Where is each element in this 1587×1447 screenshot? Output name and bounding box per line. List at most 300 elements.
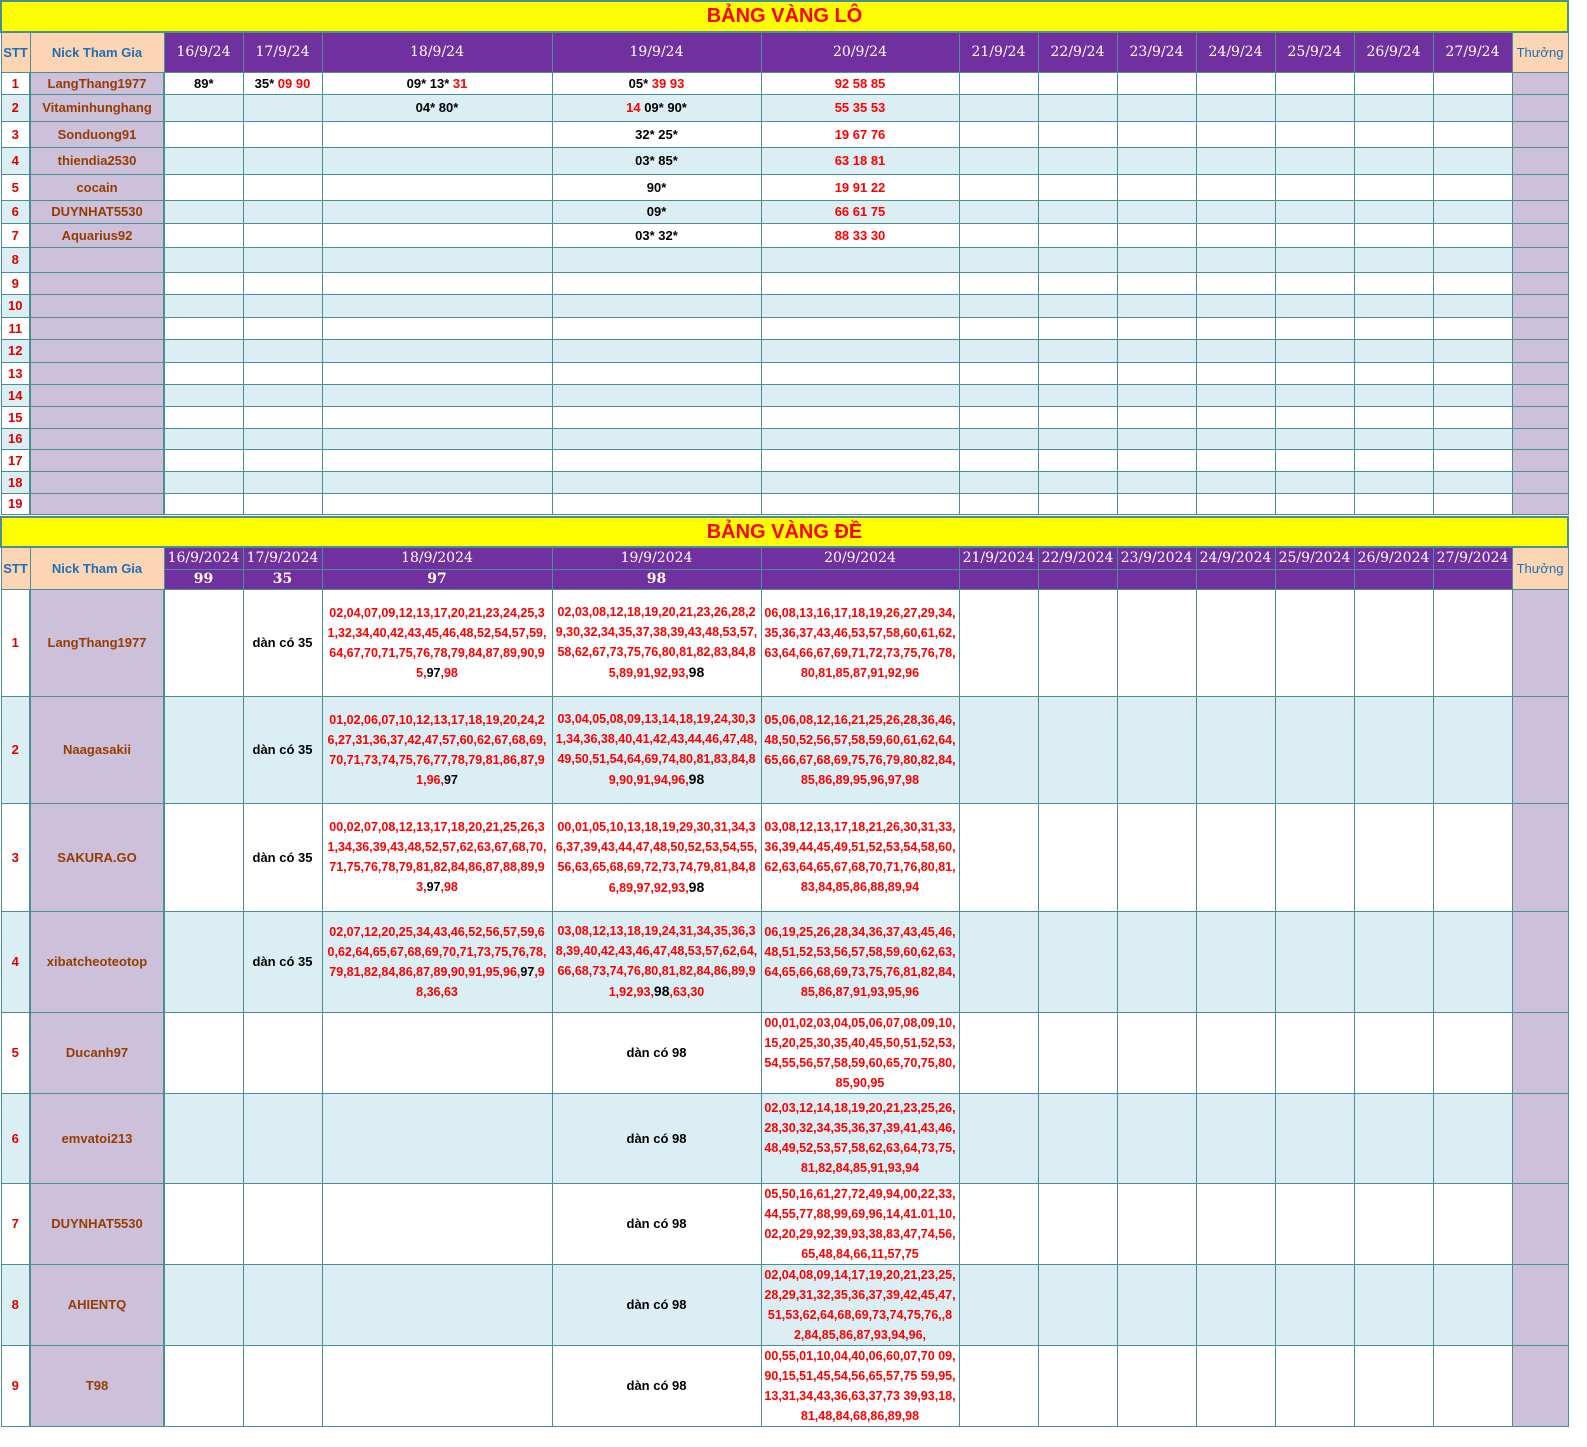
cell-text: 98 <box>653 983 670 999</box>
table-row <box>1 428 1568 449</box>
entry-cell <box>1354 272 1433 294</box>
table-row <box>1 493 1568 514</box>
cell-text: dàn có 98 <box>626 1297 687 1312</box>
entry-cell <box>552 1093 761 1183</box>
stt-cell: 14 <box>1 384 30 406</box>
entry-cell <box>164 1183 243 1264</box>
entry-cell <box>1433 471 1512 493</box>
cell-text: 97 <box>443 772 458 787</box>
entry-cell <box>959 94 1038 121</box>
nick-cell: LangThang1977 <box>30 589 164 696</box>
stt-cell: 19 <box>1 493 30 514</box>
entry-cell <box>761 1093 959 1183</box>
entry-cell <box>1275 911 1354 1012</box>
entry-cell <box>164 589 243 696</box>
entry-cell <box>1038 294 1117 317</box>
entry-cell <box>1354 223 1433 247</box>
cell-text: 02,07,12,20,25,34,43,46,52,56,57,59,60,62,64,65,67,68,69,70,71,73,75,76,78,79,81,82,84,86,87,89,90,91,95,96, <box>327 924 547 979</box>
entry-cell <box>1117 1183 1196 1264</box>
entry-cell <box>1433 121 1512 147</box>
entry-cell <box>1275 147 1354 174</box>
entry-cell <box>243 696 322 803</box>
cell-text: dàn có 98 <box>626 1130 687 1146</box>
nick-cell <box>30 294 164 317</box>
entry-cell <box>1433 147 1512 174</box>
entry-cell <box>1196 471 1275 493</box>
board-title: BẢNG VÀNG LÔ <box>1 1 1568 32</box>
date-header: 26/9/2024 <box>1354 547 1433 569</box>
entry-cell <box>243 147 322 174</box>
entry-cell <box>1196 174 1275 200</box>
entry-cell <box>164 121 243 147</box>
cell-text: 39 93 <box>651 75 685 91</box>
entry-cell <box>761 803 959 911</box>
entry-cell <box>243 272 322 294</box>
entry-cell <box>959 449 1038 471</box>
entry-cell <box>1117 449 1196 471</box>
cell-text: 09 90 <box>277 75 311 91</box>
entry-cell <box>1117 317 1196 339</box>
entry-cell <box>761 493 959 514</box>
nick-cell: Sonduong91 <box>30 121 164 147</box>
cell-text: 00,01,02,03,04,05,06,07,08,09,10,15,20,25,30,35,40,45,50,51,52,53,54,55,56,57,58,59,60,65,70,75,80,85,90,95 <box>764 1015 956 1090</box>
date-header: 27/9/2024 <box>1433 547 1512 569</box>
entry-cell <box>1038 200 1117 223</box>
entry-cell <box>959 200 1038 223</box>
entry-cell <box>164 272 243 294</box>
cell-text: 98 <box>688 664 705 680</box>
date-header: 16/9/24 <box>164 32 243 72</box>
table-row <box>1 471 1568 493</box>
entry-cell <box>322 803 552 911</box>
entry-cell <box>761 449 959 471</box>
entry-cell <box>959 121 1038 147</box>
entry-cell <box>1275 339 1354 362</box>
entry-cell <box>1196 428 1275 449</box>
cell-text: 92 58 85 <box>834 75 886 91</box>
cell-text: 55 35 53 <box>834 100 886 115</box>
table-row <box>1 696 1568 803</box>
entry-cell <box>552 200 761 223</box>
cell-text: 97 <box>426 880 441 894</box>
entry-cell <box>959 589 1038 696</box>
entry-cell <box>322 272 552 294</box>
entry-cell <box>1433 696 1512 803</box>
entry-cell <box>243 200 322 223</box>
result-cell <box>1433 569 1512 589</box>
entry-cell <box>243 449 322 471</box>
cell-text: 31 <box>452 75 468 91</box>
cell-text: 06,19,25,26,28,34,36,37,43,45,46,48,51,52,53,56,57,58,59,60,62,63,64,65,66,68,69,73,75,76,81,82,84,85,86,87,91,93,95,96 <box>764 924 956 999</box>
date-header: 16/9/2024 <box>164 547 243 569</box>
cell-text: 35* <box>254 75 278 91</box>
entry-cell <box>959 223 1038 247</box>
cell-text: 09* 13* <box>406 75 453 91</box>
entry-cell <box>322 1345 552 1426</box>
entry-cell <box>1275 471 1354 493</box>
entry-cell <box>552 1264 761 1345</box>
thuong-cell <box>1512 121 1568 147</box>
stt-cell: 6 <box>1 200 30 223</box>
entry-cell <box>164 147 243 174</box>
nick-cell: Aquarius92 <box>30 223 164 247</box>
entry-cell <box>1117 1264 1196 1345</box>
cell-text: 02,03,08,12,18,19,20,21,23,26,28,29,30,32,34,35,37,38,39,43,48,53,57,58,62,67,73,75,76,80,81,82,83,84,85,89,91,92,93, <box>555 605 758 680</box>
cell-text: dàn có 35 <box>252 635 313 650</box>
table-row <box>1 294 1568 317</box>
stt-cell: 17 <box>1 449 30 471</box>
entry-cell <box>761 362 959 384</box>
entry-cell <box>1354 471 1433 493</box>
entry-cell <box>1038 696 1117 803</box>
entry-cell <box>1117 247 1196 272</box>
cell-text: 03* 85* <box>635 153 678 168</box>
entry-cell <box>164 803 243 911</box>
nick-cell <box>30 339 164 362</box>
entry-cell <box>552 247 761 272</box>
entry-cell <box>1117 1012 1196 1093</box>
entry-cell <box>1275 174 1354 200</box>
date-header: 20/9/2024 <box>761 547 959 569</box>
date-header: 21/9/24 <box>959 32 1038 72</box>
cell-text: 00,02,07,08,12,13,17,18,20,21,25,26,31,34,36,39,43,48,52,57,62,63,67,68,70,71,75,76,78,79,81,82,84,86,87,88,89,93, <box>327 820 547 894</box>
date-header: 25/9/2024 <box>1275 547 1354 569</box>
entry-cell <box>1117 1093 1196 1183</box>
entry-cell <box>243 589 322 696</box>
entry-cell <box>761 384 959 406</box>
entry-cell <box>322 121 552 147</box>
entry-cell <box>1275 449 1354 471</box>
entry-cell <box>1354 384 1433 406</box>
cell-text: 66 61 75 <box>834 204 886 219</box>
entry-cell <box>1433 72 1512 94</box>
entry-cell <box>1196 362 1275 384</box>
entry-cell <box>1038 471 1117 493</box>
header-row <box>1 547 1568 569</box>
header-row <box>1 32 1568 72</box>
entry-cell <box>1433 803 1512 911</box>
nick-cell <box>30 384 164 406</box>
entry-cell <box>552 449 761 471</box>
nick-cell: DUYNHAT5530 <box>30 1183 164 1264</box>
entry-cell <box>243 339 322 362</box>
entry-cell <box>1196 200 1275 223</box>
entry-cell <box>322 589 552 696</box>
entry-cell <box>1354 1345 1433 1426</box>
cell-text: 05,50,16,61,27,72,49,94,00,22,33,44,55,77,88,99,69,96,14,41.01,10,02,20,29,92,39,93,38,83,47,74,56,65,48,84,66,11,57,75 <box>764 1186 956 1261</box>
thuong-cell <box>1512 449 1568 471</box>
nick-cell: SAKURA.GO <box>30 803 164 911</box>
table-row <box>1 339 1568 362</box>
entry-cell <box>1354 317 1433 339</box>
entry-cell <box>322 1264 552 1345</box>
entry-cell <box>243 72 322 94</box>
cell-text: 01,02,06,07,10,12,13,17,18,19,20,24,26,27,31,36,37,42,47,57,60,62,67,68,69,70,71,73,74,75,76,77,78,79,81,86,87,91,96, <box>327 712 547 787</box>
entry-cell <box>1354 589 1433 696</box>
cell-text: ,98 <box>440 665 458 680</box>
entry-cell <box>1117 406 1196 428</box>
stt-cell: 4 <box>1 147 30 174</box>
entry-cell <box>1275 317 1354 339</box>
nick-cell: Naagasakii <box>30 696 164 803</box>
entry-cell <box>322 1183 552 1264</box>
entry-cell <box>552 362 761 384</box>
stt-cell: 12 <box>1 339 30 362</box>
entry-cell <box>761 200 959 223</box>
cell-text: ,98 <box>440 880 458 894</box>
entry-cell <box>164 174 243 200</box>
entry-cell <box>1117 223 1196 247</box>
entry-cell <box>1275 406 1354 428</box>
entry-cell <box>1196 449 1275 471</box>
date-header: 18/9/2024 <box>322 547 552 569</box>
nick-cell: DUYNHAT5530 <box>30 200 164 223</box>
entry-cell <box>164 1012 243 1093</box>
entry-cell <box>959 406 1038 428</box>
stt-cell: 3 <box>1 121 30 147</box>
entry-cell <box>1433 94 1512 121</box>
entry-cell <box>1117 147 1196 174</box>
entry-cell <box>243 471 322 493</box>
entry-cell <box>322 911 552 1012</box>
entry-cell <box>552 589 761 696</box>
entry-cell <box>164 449 243 471</box>
table-row <box>1 384 1568 406</box>
table-row <box>1 317 1568 339</box>
entry-cell <box>322 247 552 272</box>
entry-cell <box>1038 174 1117 200</box>
entry-cell <box>164 362 243 384</box>
thuong-cell <box>1512 339 1568 362</box>
stt-header: STT <box>1 32 30 72</box>
entry-cell <box>761 406 959 428</box>
entry-cell <box>552 384 761 406</box>
entry-cell <box>1275 589 1354 696</box>
table-row <box>1 449 1568 471</box>
entry-cell <box>959 428 1038 449</box>
date-header: 22/9/2024 <box>1038 547 1117 569</box>
cell-text: 02,04,07,09,12,13,17,20,21,23,24,25,31,32,34,40,42,43,45,46,48,52,54,57,59,64,67,70,71,75,76,78,79,84,87,89,90,95, <box>327 605 547 680</box>
de-table <box>0 516 1569 1427</box>
entry-cell <box>959 317 1038 339</box>
entry-cell <box>552 696 761 803</box>
stt-cell: 18 <box>1 471 30 493</box>
entry-cell <box>1196 406 1275 428</box>
entry-cell <box>243 406 322 428</box>
date-header: 25/9/24 <box>1275 32 1354 72</box>
entry-cell <box>164 471 243 493</box>
nick-cell: cocain <box>30 174 164 200</box>
thuong-cell <box>1512 406 1568 428</box>
entry-cell <box>322 317 552 339</box>
entry-cell <box>1196 1264 1275 1345</box>
date-header: 17/9/2024 <box>243 547 322 569</box>
entry-cell <box>164 223 243 247</box>
result-cell <box>1275 569 1354 589</box>
date-header: 17/9/24 <box>243 32 322 72</box>
title-row <box>1 1 1568 32</box>
entry-cell <box>761 589 959 696</box>
cell-text: 88 33 30 <box>834 227 886 243</box>
entry-cell <box>1275 1183 1354 1264</box>
thuong-cell <box>1512 94 1568 121</box>
cell-text: 04* 80* <box>415 100 459 115</box>
entry-cell <box>1354 449 1433 471</box>
entry-cell <box>552 174 761 200</box>
entry-cell <box>243 1183 322 1264</box>
table-row <box>1 247 1568 272</box>
entry-cell <box>1038 1012 1117 1093</box>
entry-cell <box>164 406 243 428</box>
entry-cell <box>761 1183 959 1264</box>
entry-cell <box>959 147 1038 174</box>
stt-cell: 8 <box>1 1264 30 1345</box>
stt-cell: 2 <box>1 94 30 121</box>
entry-cell <box>1433 1012 1512 1093</box>
entry-cell <box>552 339 761 362</box>
entry-cell <box>164 317 243 339</box>
entry-cell <box>959 247 1038 272</box>
entry-cell <box>164 493 243 514</box>
entry-cell <box>1196 339 1275 362</box>
entry-cell <box>243 493 322 514</box>
entry-cell <box>1196 493 1275 514</box>
nick-cell <box>30 247 164 272</box>
cell-text: 19 67 76 <box>834 126 886 142</box>
stt-cell: 1 <box>1 589 30 696</box>
entry-cell <box>164 428 243 449</box>
entry-cell <box>761 94 959 121</box>
entry-cell <box>1117 294 1196 317</box>
entry-cell <box>1433 294 1512 317</box>
table-row <box>1 147 1568 174</box>
table-row <box>1 911 1568 1012</box>
nick-header: Nick Tham Gia <box>30 547 164 589</box>
result-cell <box>1038 569 1117 589</box>
entry-cell <box>1196 147 1275 174</box>
result-cell <box>959 569 1038 589</box>
thuong-cell <box>1512 1264 1568 1345</box>
cell-text: 14 <box>626 100 645 115</box>
entry-cell <box>1038 147 1117 174</box>
nick-cell <box>30 449 164 471</box>
entry-cell <box>322 147 552 174</box>
date-header: 24/9/24 <box>1196 32 1275 72</box>
entry-cell <box>1275 121 1354 147</box>
nick-cell: emvatoi213 <box>30 1093 164 1183</box>
entry-cell <box>1196 223 1275 247</box>
entry-cell <box>1433 223 1512 247</box>
entry-cell <box>322 294 552 317</box>
entry-cell <box>1038 803 1117 911</box>
entry-cell <box>1117 589 1196 696</box>
table-row <box>1 362 1568 384</box>
entry-cell <box>243 1012 322 1093</box>
entry-cell <box>1038 449 1117 471</box>
entry-cell <box>761 1345 959 1426</box>
entry-cell <box>1354 362 1433 384</box>
entry-cell <box>1038 1093 1117 1183</box>
entry-cell <box>1196 1093 1275 1183</box>
stt-cell: 15 <box>1 406 30 428</box>
entry-cell <box>1275 1012 1354 1093</box>
nick-cell: xibatcheoteotop <box>30 911 164 1012</box>
entry-cell <box>1275 247 1354 272</box>
entry-cell <box>552 1012 761 1093</box>
entry-cell <box>1196 247 1275 272</box>
stt-cell: 2 <box>1 696 30 803</box>
entry-cell <box>1275 223 1354 247</box>
date-header: 18/9/24 <box>322 32 552 72</box>
entry-cell <box>1275 200 1354 223</box>
entry-cell <box>1117 471 1196 493</box>
table-row <box>1 272 1568 294</box>
entry-cell <box>1433 272 1512 294</box>
cell-text: 02,03,12,14,18,19,20,21,23,25,26,28,30,32,34,35,36,37,39,41,43,46,48,49,52,53,57,58,62,63,64,73,75,81,82,84,85,91,93,94 <box>764 1101 956 1175</box>
entry-cell <box>1275 803 1354 911</box>
entry-cell <box>552 911 761 1012</box>
entry-cell <box>1433 339 1512 362</box>
thuong-cell <box>1512 1012 1568 1093</box>
thuong-cell <box>1512 589 1568 696</box>
entry-cell <box>1433 493 1512 514</box>
entry-cell <box>761 174 959 200</box>
date-header: 22/9/24 <box>1038 32 1117 72</box>
thuong-cell <box>1512 174 1568 200</box>
table-row <box>1 803 1568 911</box>
entry-cell <box>243 223 322 247</box>
entry-cell <box>1433 1264 1512 1345</box>
entry-cell <box>164 247 243 272</box>
board-title: BẢNG VÀNG ĐỀ <box>1 517 1568 547</box>
entry-cell <box>1196 803 1275 911</box>
entry-cell <box>1038 362 1117 384</box>
entry-cell <box>1196 1183 1275 1264</box>
entry-cell <box>1354 200 1433 223</box>
entry-cell <box>1117 493 1196 514</box>
cell-text: 03* 32* <box>635 227 678 243</box>
entry-cell <box>761 1012 959 1093</box>
entry-cell <box>1354 493 1433 514</box>
table-row <box>1 1012 1568 1093</box>
entry-cell <box>1196 1012 1275 1093</box>
entry-cell <box>1196 121 1275 147</box>
entry-cell <box>761 147 959 174</box>
date-header: 24/9/2024 <box>1196 547 1275 569</box>
cell-text: 32* 25* <box>635 126 678 142</box>
title-row <box>1 517 1568 547</box>
thuong-cell <box>1512 72 1568 94</box>
entry-cell <box>1275 493 1354 514</box>
entry-cell <box>1038 94 1117 121</box>
entry-cell <box>959 339 1038 362</box>
entry-cell <box>322 94 552 121</box>
entry-cell <box>1196 1345 1275 1426</box>
entry-cell <box>322 428 552 449</box>
entry-cell <box>1038 428 1117 449</box>
entry-cell <box>164 696 243 803</box>
entry-cell <box>552 272 761 294</box>
thuong-cell <box>1512 200 1568 223</box>
thuong-cell <box>1512 272 1568 294</box>
cell-text: 06,08,13,16,17,18,19,26,27,29,34,35,36,37,43,46,53,57,58,60,61,62,63,64,66,67,69,71,72,73,75,76,78,80,81,85,87,91,92,96 <box>764 605 956 680</box>
entry-cell <box>959 174 1038 200</box>
nick-cell: T98 <box>30 1345 164 1426</box>
entry-cell <box>1275 294 1354 317</box>
entry-cell <box>1038 317 1117 339</box>
cell-text: 97 <box>520 964 535 979</box>
entry-cell <box>1433 1183 1512 1264</box>
